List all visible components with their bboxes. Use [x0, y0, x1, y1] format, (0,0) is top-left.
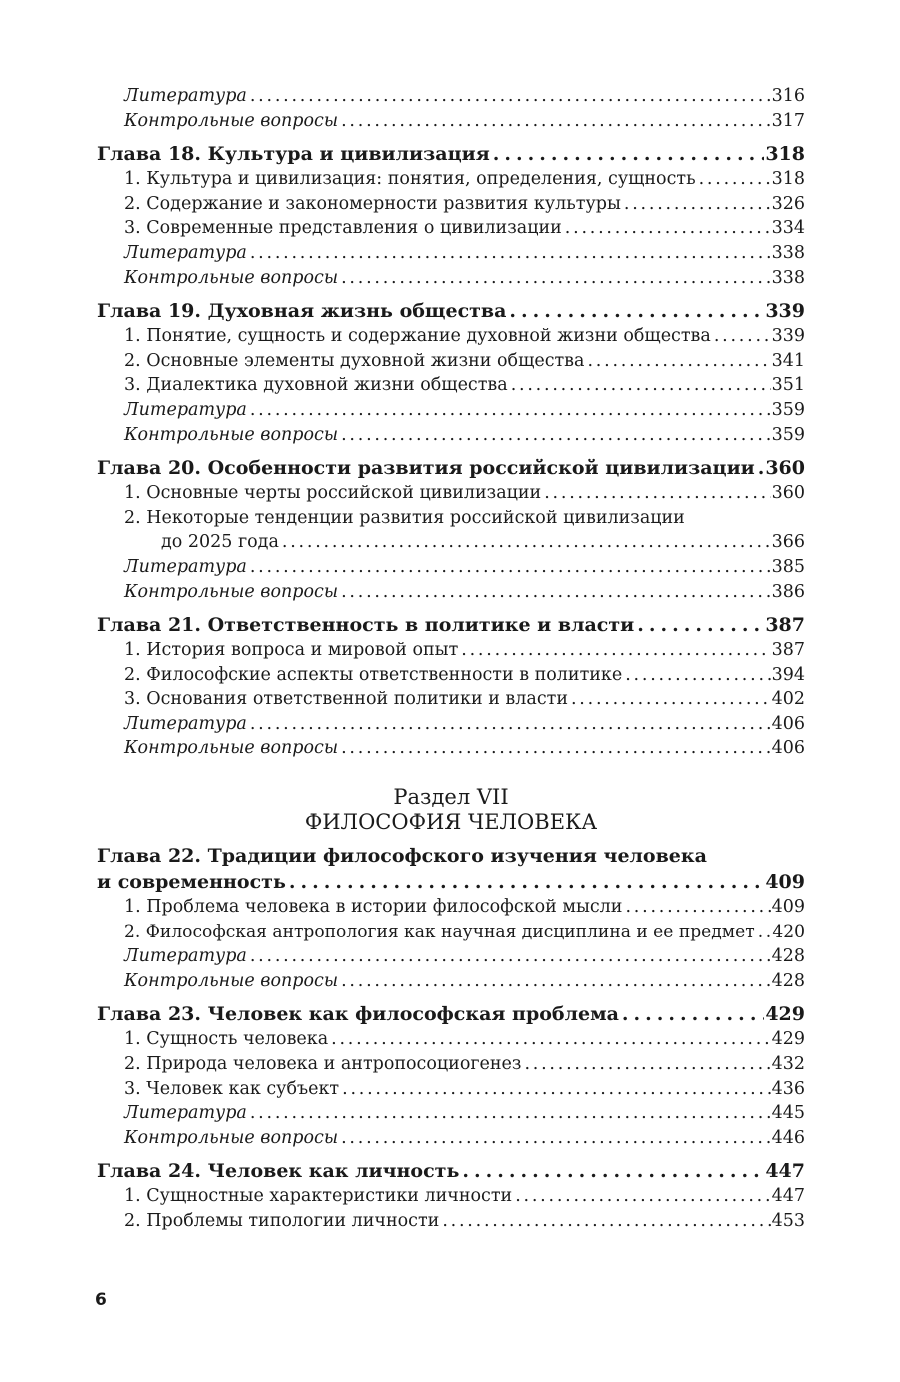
toc-entry-label: Контрольные вопросы — [124, 424, 339, 445]
toc-entry — [97, 481, 805, 506]
toc-entry-page: 446 — [771, 1127, 805, 1148]
toc-entry-label-continued: до 2025 года — [161, 532, 279, 553]
toc-entry-page: 432 — [771, 1054, 805, 1075]
toc-entry — [97, 167, 805, 192]
dot-leader — [544, 481, 770, 506]
dot-leader — [714, 324, 771, 349]
dot-leader — [341, 736, 771, 761]
dot-leader — [509, 298, 764, 324]
dot-leader — [515, 1184, 770, 1209]
chapter-heading — [97, 1001, 805, 1027]
toc-entry-label: 2. Содержание и закономерности развития культуры — [124, 193, 621, 214]
toc-entry — [97, 241, 805, 266]
toc-entry — [97, 1209, 805, 1234]
toc-entry-page: 359 — [771, 424, 805, 445]
toc-entry-label: 3. Человек как субъект — [124, 1078, 340, 1099]
dot-leader — [341, 423, 771, 448]
toc-entry-label: 2. Некоторые тенденции развития российской цивилизации — [124, 507, 685, 528]
toc-entry-page: 428 — [771, 946, 805, 967]
toc-entry-page: 339 — [771, 326, 805, 347]
toc-entry-page: 436 — [771, 1078, 805, 1099]
toc-entry-page: 447 — [771, 1186, 805, 1207]
chapter-heading — [97, 455, 805, 481]
toc-entry-label: 3. Диалектика духовной жизни общества — [124, 375, 508, 396]
toc-entry-label: Контрольные вопросы — [124, 110, 339, 131]
toc-entry-page: 420 — [772, 921, 805, 942]
toc-entry-page: 318 — [771, 169, 805, 190]
toc-entry-label: 2. Философские аспекты ответственности в политике — [124, 664, 623, 685]
chapter-title: Глава 18. Культура и цивилизация — [97, 143, 490, 166]
dot-leader — [493, 141, 765, 167]
toc-entry-label: Литература — [124, 242, 247, 263]
chapter-title: Глава 21. Ответственность в политике и власти — [97, 614, 635, 637]
chapter-page: 447 — [765, 1160, 805, 1183]
toc-entry-page: 341 — [771, 350, 805, 371]
toc-entry-label: 3. Основания ответственной политики и власти — [124, 689, 568, 710]
toc-entry — [97, 84, 805, 109]
toc-entry-label: Контрольные вопросы — [124, 581, 339, 602]
dot-leader — [250, 241, 771, 266]
chapter-page: 429 — [765, 1003, 805, 1026]
toc-entry-label: Литература — [124, 713, 247, 734]
dot-leader — [341, 969, 771, 994]
dot-leader — [342, 1077, 770, 1102]
toc-entry-page: 317 — [771, 110, 805, 131]
toc-entry-label: 1. История вопроса и мировой опыт — [124, 640, 459, 661]
dot-leader — [524, 1052, 770, 1077]
dot-leader — [250, 84, 771, 109]
toc-entry — [97, 736, 805, 761]
toc-entry-label: Контрольные вопросы — [124, 1127, 339, 1148]
toc-entry-page: 385 — [771, 556, 805, 577]
chapter-page: 409 — [765, 871, 805, 894]
toc-entry — [97, 1126, 805, 1151]
toc-entry-page: 406 — [771, 738, 805, 759]
chapter-heading — [97, 298, 805, 324]
toc-entry — [97, 192, 805, 217]
toc-entry — [97, 109, 805, 134]
table-of-contents — [97, 84, 805, 1234]
toc-entry-label: 1. Основные черты российской цивилизации — [124, 483, 542, 504]
dot-leader — [250, 398, 771, 423]
chapter-title: Глава 23. Человек как философская проблема — [97, 1003, 619, 1026]
dot-leader — [758, 920, 772, 945]
toc-entry-label: Контрольные вопросы — [124, 738, 339, 759]
dot-leader — [637, 612, 764, 638]
toc-entry-line2 — [97, 530, 805, 555]
toc-entry — [97, 398, 805, 423]
toc-entry — [97, 373, 805, 398]
dot-leader — [511, 373, 771, 398]
chapter-heading — [97, 612, 805, 638]
toc-entry — [97, 920, 805, 945]
chapter-heading — [97, 141, 805, 167]
dot-leader — [341, 109, 771, 134]
toc-entry — [97, 1027, 805, 1052]
toc-entry-label: Литература — [124, 556, 247, 577]
toc-entry — [97, 944, 805, 969]
toc-entry-page: 453 — [771, 1211, 805, 1231]
chapter-heading-line1: Глава 22. Традиции философского изучения человека — [97, 845, 707, 868]
toc-entry-label: 1. Сущность человека — [124, 1029, 329, 1050]
toc-entry — [97, 1077, 805, 1102]
dot-leader — [622, 1001, 764, 1027]
toc-entry-label: 1. Понятие, сущность и содержание духовной жизни общества — [124, 326, 711, 347]
toc-entry-page: 409 — [771, 897, 805, 918]
dot-leader — [699, 167, 771, 192]
toc-entry-page: 351 — [771, 375, 805, 396]
toc-entry — [97, 324, 805, 349]
toc-entry-label: Контрольные вопросы — [124, 970, 339, 991]
toc-entry-label: 1. Культура и цивилизация: понятия, определения, сущность — [124, 169, 696, 190]
toc-entry-page: 334 — [771, 218, 805, 239]
toc-entry-label: 1. Проблема человека в истории философской мысли — [124, 897, 623, 918]
dot-leader — [282, 530, 771, 555]
toc-entry-label: Литература — [124, 946, 247, 967]
dot-leader — [250, 555, 771, 580]
dot-leader — [250, 944, 771, 969]
chapter-page: 360 — [765, 457, 805, 480]
toc-entry-page: 445 — [771, 1103, 805, 1124]
chapter-heading-line2 — [97, 869, 805, 895]
toc-entry-page: 366 — [771, 532, 805, 553]
chapter-page: 387 — [765, 614, 805, 637]
toc-entry-label: Литература — [124, 1103, 247, 1124]
toc-entry-label: Литература — [124, 399, 247, 420]
dot-leader — [587, 349, 770, 374]
toc-entry-label: 2. Основные элементы духовной жизни общества — [124, 350, 585, 371]
chapter-page: 318 — [765, 143, 805, 166]
chapter-title: Глава 24. Человек как личность — [97, 1160, 460, 1183]
dot-leader — [331, 1027, 770, 1052]
toc-entry-page: 402 — [771, 689, 805, 710]
dot-leader — [341, 1126, 771, 1151]
toc-entry — [97, 1101, 805, 1126]
toc-entry — [97, 349, 805, 374]
toc-entry-page: 338 — [771, 267, 805, 288]
dot-leader — [341, 266, 771, 291]
chapter-title: Глава 19. Духовная жизнь общества — [97, 300, 507, 323]
dot-leader — [462, 1158, 764, 1184]
dot-leader — [625, 663, 770, 688]
toc-entry-label: 2. Проблемы типологии личности — [124, 1211, 440, 1231]
toc-entry — [97, 638, 805, 663]
dot-leader — [624, 192, 771, 217]
toc-entry — [97, 895, 805, 920]
toc-entry — [97, 687, 805, 712]
toc-entry-page: 359 — [771, 399, 805, 420]
dot-leader — [341, 580, 771, 605]
chapter-title-continued: и современность — [97, 871, 286, 894]
toc-entry-page: 428 — [771, 970, 805, 991]
toc-entry — [97, 663, 805, 688]
toc-entry-label: 2. Природа человека и антропосоциогенез — [124, 1054, 522, 1075]
section-heading — [97, 785, 805, 835]
toc-entry-page: 326 — [771, 193, 805, 214]
toc-entry — [97, 1184, 805, 1209]
toc-entry — [97, 266, 805, 291]
chapter-title: Глава 20. Особенности развития российской цивилизации — [97, 457, 755, 480]
dot-leader — [758, 455, 765, 481]
toc-entry-label: 3. Современные представления о цивилизации — [124, 218, 562, 239]
dot-leader — [250, 1101, 771, 1126]
toc-entry — [97, 555, 805, 580]
toc-entry-label: Контрольные вопросы — [124, 267, 339, 288]
toc-entry-page: 316 — [771, 86, 805, 106]
toc-entry — [97, 580, 805, 605]
dot-leader — [565, 216, 771, 241]
chapter-heading — [97, 1158, 805, 1184]
toc-entry-label: 2. Философская антропология как научная дисциплина и ее предмет — [124, 921, 755, 942]
toc-entry-page: 394 — [771, 664, 805, 685]
toc-entry-label: Литература — [124, 86, 247, 106]
dot-leader — [625, 895, 770, 920]
toc-entry — [97, 216, 805, 241]
dot-leader — [571, 687, 771, 712]
toc-entry — [97, 423, 805, 448]
toc-entry-page: 360 — [771, 483, 805, 504]
page-number: 6 — [95, 1290, 107, 1310]
toc-entry — [97, 1052, 805, 1077]
toc-entry-page: 338 — [771, 242, 805, 263]
dot-leader — [289, 869, 764, 895]
section-title: ФИЛОСОФИЯ ЧЕЛОВЕКА — [304, 810, 598, 835]
toc-entry-page: 429 — [771, 1029, 805, 1050]
toc-entry — [97, 712, 805, 737]
chapter-page: 339 — [765, 300, 805, 323]
dot-leader — [250, 712, 771, 737]
toc-entry-label: 1. Сущностные характеристики личности — [124, 1186, 513, 1207]
toc-entry-line1 — [97, 506, 805, 531]
toc-entry — [97, 969, 805, 994]
toc-entry-page: 387 — [771, 640, 805, 661]
toc-entry-page: 386 — [771, 581, 805, 602]
toc-entry-page: 406 — [771, 713, 805, 734]
dot-leader — [442, 1209, 770, 1234]
dot-leader — [461, 638, 770, 663]
section-number: Раздел VII — [393, 785, 509, 810]
